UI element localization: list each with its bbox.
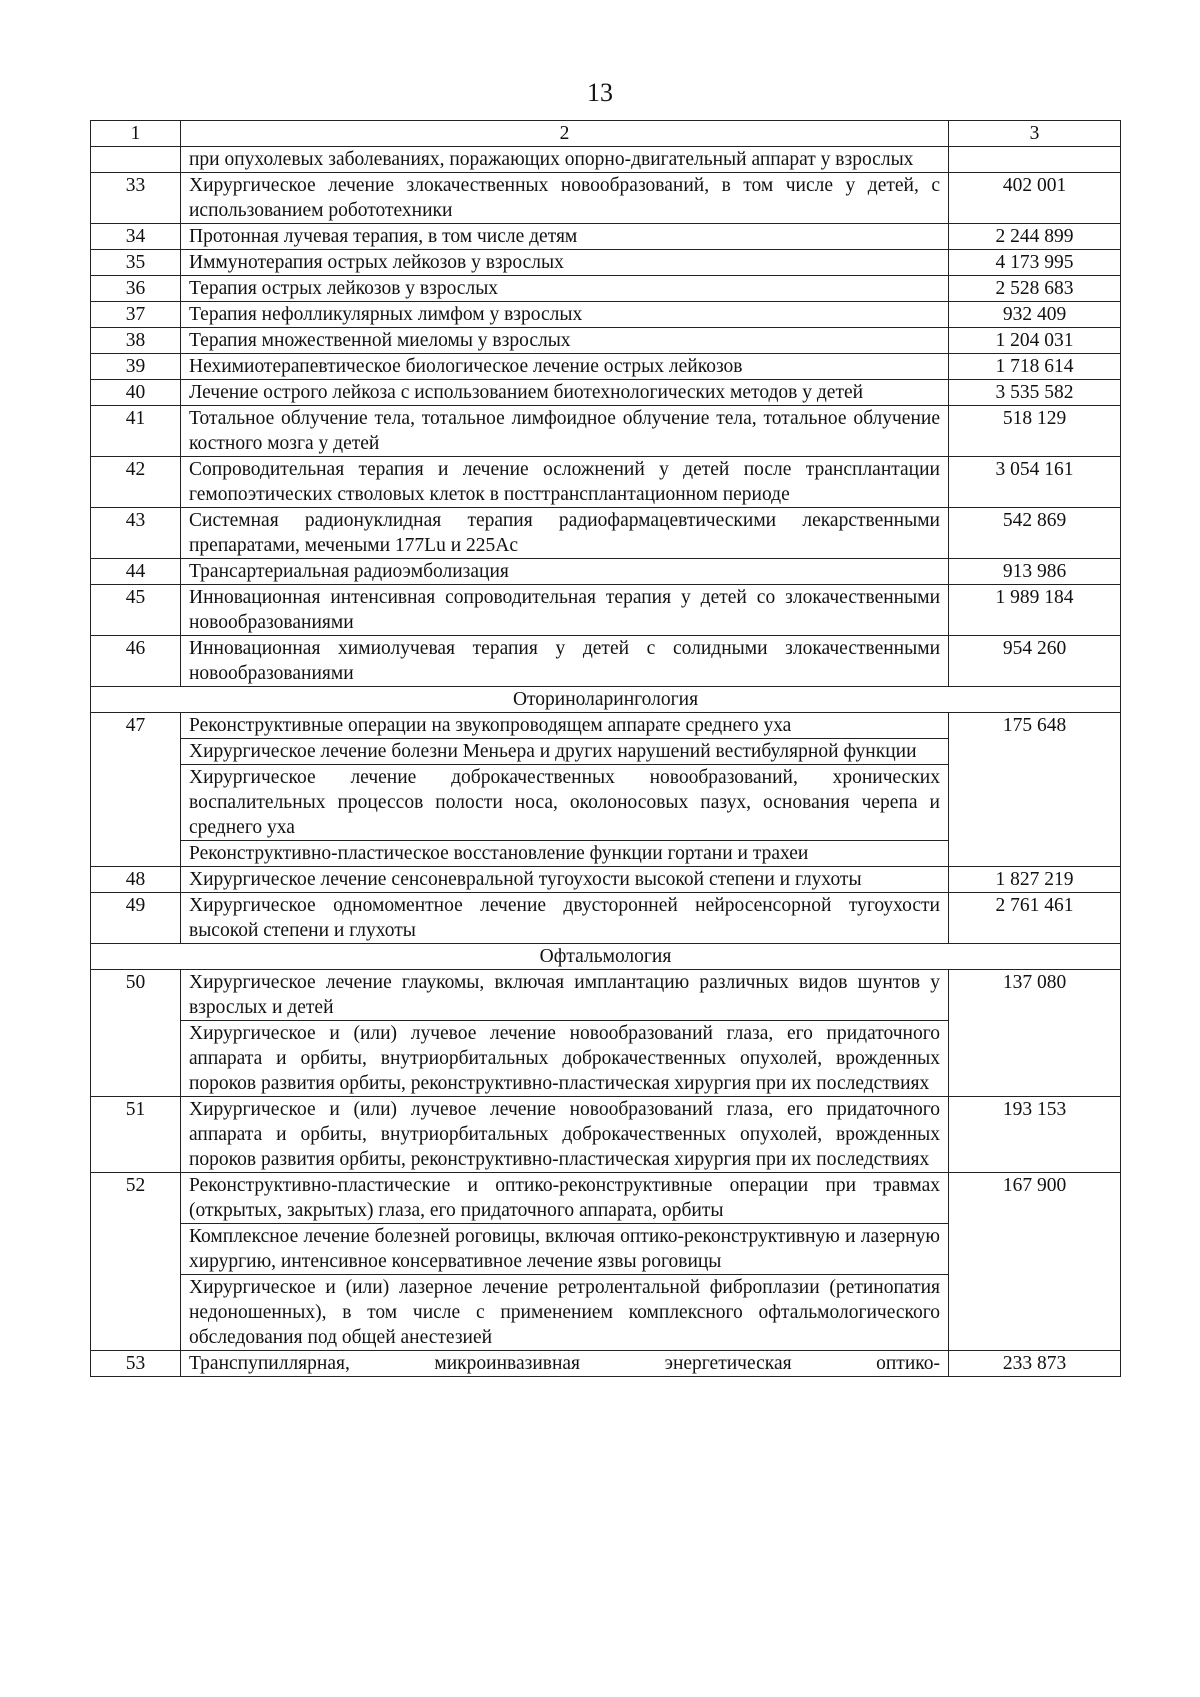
- row-description: Инновационная интенсивная сопроводительная терапия у детей со злокачественными новообразованиями: [181, 585, 949, 636]
- row-value: 518 129: [949, 406, 1121, 457]
- section-row: [91, 944, 1121, 970]
- table-row: [91, 636, 1121, 687]
- row-value: 1 204 031: [949, 328, 1121, 354]
- row-value: 2 244 899: [949, 224, 1121, 250]
- section-title: Оториноларингология: [91, 687, 1121, 713]
- table-row: [91, 713, 1121, 739]
- row-value: 193 153: [949, 1097, 1121, 1173]
- row-description: Сопроводительная терапия и лечение осложнений у детей после трансплантации гемопоэтических стволовых клеток в посттрансплантационном периоде: [181, 457, 949, 508]
- services-table: [90, 120, 1121, 1377]
- row-description: Реконструктивные операции на звукопроводящем аппарате среднего уха: [181, 713, 949, 739]
- table-header-row: [91, 121, 1121, 147]
- header-col-2: 2: [181, 121, 949, 147]
- table-row: [91, 893, 1121, 944]
- row-description: Терапия острых лейкозов у взрослых: [181, 276, 949, 302]
- row-description: Комплексное лечение болезней роговицы, включая оптико-реконструктивную и лазерную хирургию, интенсивное консервативное лечение язвы роговицы: [181, 1224, 949, 1275]
- table-row: [91, 867, 1121, 893]
- row-value: 402 001: [949, 173, 1121, 224]
- row-value: 3 535 582: [949, 380, 1121, 406]
- row-number: 33: [91, 173, 181, 224]
- table-row: [91, 585, 1121, 636]
- row-number: 37: [91, 302, 181, 328]
- row-number: 43: [91, 508, 181, 559]
- row-value: 2 761 461: [949, 893, 1121, 944]
- row-number: 49: [91, 893, 181, 944]
- table-row: [91, 302, 1121, 328]
- row-value: 1 718 614: [949, 354, 1121, 380]
- row-number: 45: [91, 585, 181, 636]
- row-description: Транспупиллярная, микроинвазивная энергетическая оптико-: [181, 1351, 949, 1377]
- table-row: [91, 276, 1121, 302]
- row-description: Хирургическое и (или) лучевое лечение новообразований глаза, его придаточного аппарата и орбиты, внутриорбитальных доброкачественных опухолей, врожденных пороков развития орбиты, реконструктивно-пластическая хирургия при их последствиях: [181, 1021, 949, 1097]
- table-row: [91, 1097, 1121, 1173]
- table-row: [91, 970, 1121, 1021]
- row-description: Протонная лучевая терапия, в том числе детям: [181, 224, 949, 250]
- row-number: 40: [91, 380, 181, 406]
- row-description: Реконструктивно-пластическое восстановление функции гортани и трахеи: [181, 841, 949, 867]
- table-row: [91, 224, 1121, 250]
- row-description: Хирургическое и (или) лазерное лечение ретролентальной фиброплазии (ретинопатия недоношенных), в том числе с применением комплексного офтальмологического обследования под общей анестезией: [181, 1275, 949, 1351]
- row-number: 44: [91, 559, 181, 585]
- row-value: 542 869: [949, 508, 1121, 559]
- row-number: 51: [91, 1097, 181, 1173]
- section-row: [91, 687, 1121, 713]
- row-description: Хирургическое лечение болезни Меньера и других нарушений вестибулярной функции: [181, 739, 949, 765]
- row-value: 3 054 161: [949, 457, 1121, 508]
- header-col-3: 3: [949, 121, 1121, 147]
- row-description: Инновационная химиолучевая терапия у детей с солидными злокачественными новообразованиями: [181, 636, 949, 687]
- row-value: 2 528 683: [949, 276, 1121, 302]
- row-number: 48: [91, 867, 181, 893]
- row-value: 175 648: [949, 713, 1121, 867]
- row-number: 39: [91, 354, 181, 380]
- row-value: 913 986: [949, 559, 1121, 585]
- row-value: 1 989 184: [949, 585, 1121, 636]
- row-description: Хирургическое одномоментное лечение двусторонней нейросенсорной тугоухости высокой степени и глухоты: [181, 893, 949, 944]
- table-row: [91, 508, 1121, 559]
- row-number: 35: [91, 250, 181, 276]
- row-number: 41: [91, 406, 181, 457]
- row-description: Системная радионуклидная терапия радиофармацевтическими лекарственными препаратами, мечеными 177Lu и 225Ac: [181, 508, 949, 559]
- row-number: 50: [91, 970, 181, 1097]
- row-value: 167 900: [949, 1173, 1121, 1351]
- row-description: Терапия нефолликулярных лимфом у взрослых: [181, 302, 949, 328]
- page-number: 13: [587, 78, 613, 107]
- row-description: Хирургическое лечение доброкачественных новообразований, хронических воспалительных процессов полости носа, околоносовых пазух, основания черепа и среднего уха: [181, 765, 949, 841]
- row-number: 47: [91, 713, 181, 867]
- row-description: Трансартериальная радиоэмболизация: [181, 559, 949, 585]
- row-value: 137 080: [949, 970, 1121, 1097]
- table-row: [91, 380, 1121, 406]
- row-description: Хирургическое и (или) лучевое лечение новообразований глаза, его придаточного аппарата и орбиты, внутриорбитальных доброкачественных опухолей, врожденных пороков развития орбиты, реконструктивно-пластическая хирургия при их последствиях: [181, 1097, 949, 1173]
- row-description: Иммунотерапия острых лейкозов у взрослых: [181, 250, 949, 276]
- table-row: [91, 354, 1121, 380]
- row-value: 954 260: [949, 636, 1121, 687]
- row-description: Хирургическое лечение глаукомы, включая имплантацию различных видов шунтов у взрослых и детей: [181, 970, 949, 1021]
- row-description: Терапия множественной миеломы у взрослых: [181, 328, 949, 354]
- table-row: [91, 328, 1121, 354]
- row-description: Тотальное облучение тела, тотальное лимфоидное облучение тела, тотальное облучение костного мозга у детей: [181, 406, 949, 457]
- row-value: 4 173 995: [949, 250, 1121, 276]
- table-row: [91, 406, 1121, 457]
- row-value: 932 409: [949, 302, 1121, 328]
- table-row: [91, 457, 1121, 508]
- row-description: Нехимиотерапевтическое биологическое лечение острых лейкозов: [181, 354, 949, 380]
- table-row: [91, 1351, 1121, 1377]
- row-number: 52: [91, 1173, 181, 1351]
- row-number: 34: [91, 224, 181, 250]
- row-value: 233 873: [949, 1351, 1121, 1377]
- section-title: Офтальмология: [91, 944, 1121, 970]
- table-row: [91, 250, 1121, 276]
- table-row: [91, 559, 1121, 585]
- row-number: 53: [91, 1351, 181, 1377]
- row-value: 1 827 219: [949, 867, 1121, 893]
- row-number: 42: [91, 457, 181, 508]
- header-col-1: 1: [91, 121, 181, 147]
- row-number: 38: [91, 328, 181, 354]
- row-description: Хирургическое лечение сенсоневральной тугоухости высокой степени и глухоты: [181, 867, 949, 893]
- row-description: Реконструктивно-пластические и оптико-реконструктивные операции при травмах (открытых, закрытых) глаза, его придаточного аппарата, орбиты: [181, 1173, 949, 1224]
- row-description: Хирургическое лечение злокачественных новообразований, в том числе у детей, с использованием робототехники: [181, 173, 949, 224]
- table-row: [91, 147, 1121, 173]
- row-number: 46: [91, 636, 181, 687]
- row-number: 36: [91, 276, 181, 302]
- table-row: [91, 1173, 1121, 1224]
- row-description: при опухолевых заболеваниях, поражающих опорно-двигательный аппарат у взрослых: [181, 147, 949, 173]
- row-description: Лечение острого лейкоза с использованием биотехнологических методов у детей: [181, 380, 949, 406]
- table-row: [91, 173, 1121, 224]
